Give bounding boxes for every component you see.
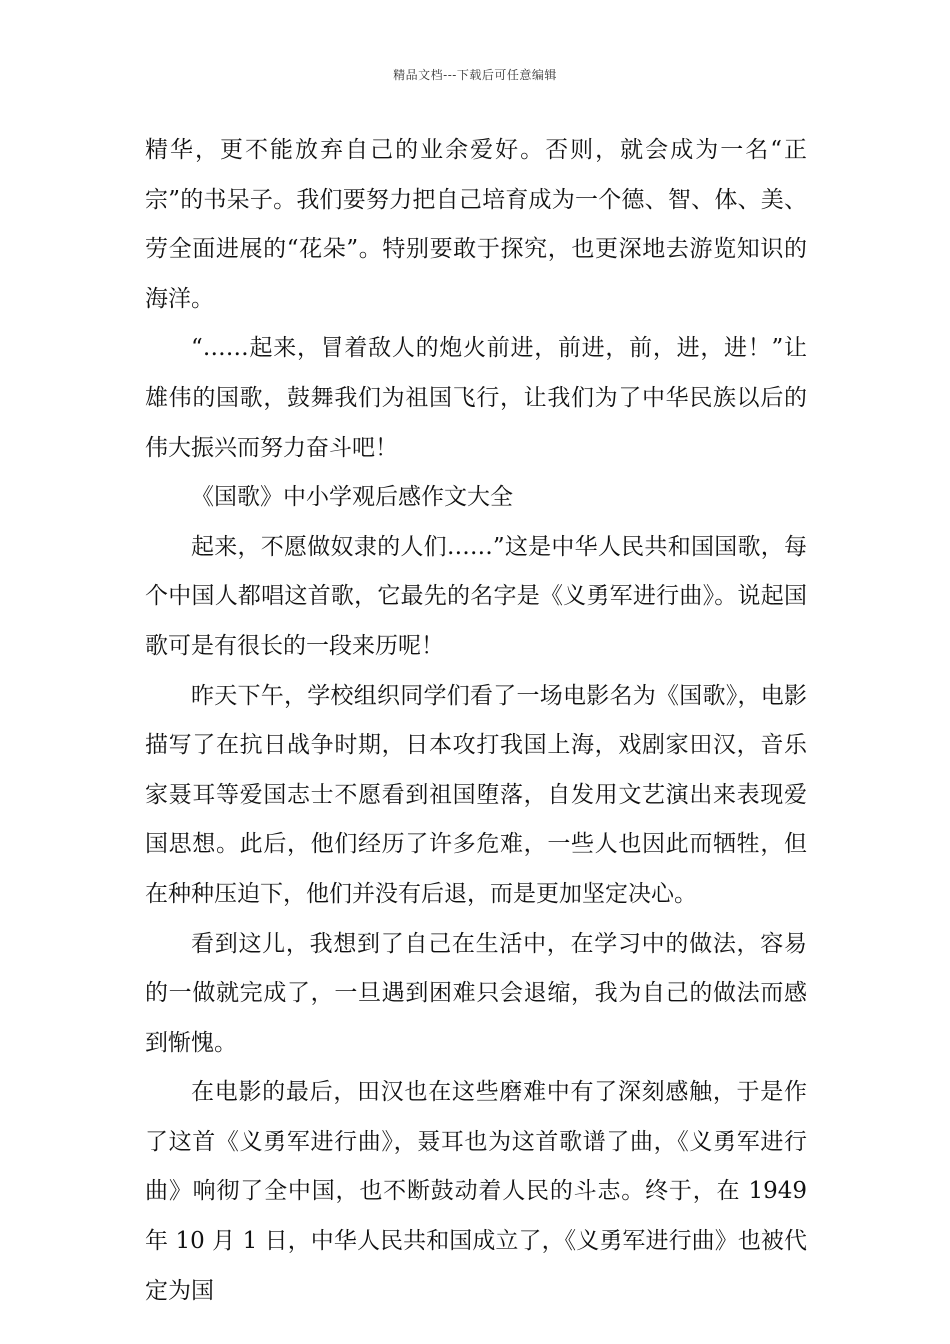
document-body [145,126,807,1316]
paragraph-continuation: 精华，更不能放弃自己的业余爱好。否则，就会成为一名“正宗”的书呆子。我们要努力把自己培育成为一个德、智、体、美、劳全面进展的“花朵”。特别要敢于探究，也更深地去游览知识的海洋。 [145,137,807,312]
paragraph: 昨天下午，学校组织同学们看了一场电影名为《国歌》，电影描写了在抗日战争时期，日本攻打我国上海，戏剧家田汉，音乐家聂耳等爱国志士不愿看到祖国堕落，自发用文艺演出来表现爱国思想。此后，他们经历了许多危难，一些人也因此而牺牲，但在种种压迫下，他们并没有后退，而是更加坚定决心。 [145,682,807,907]
page-header: 精品文档---下载后可任意编辑 [393,68,557,82]
paragraph: 在电影的最后，田汉也在这些磨难中有了深刻感触，于是作了这首《义勇军进行曲》，聂耳也为这首歌谱了曲，《义勇军进行曲》响彻了全中国，也不断鼓动着人民的斗志。终于，在 1949 年 10 月 1 日，中华人民共和国成立了，《义勇军进行曲》也被代定为国 [145,1079,807,1304]
paragraph: “……起来，冒着敌人的炮火前进，前进，前，进，进！”让雄伟的国歌，鼓舞我们为祖国飞行，让我们为了中华民族以后的伟大振兴而努力奋斗吧！ [145,335,807,461]
section-title: 《国歌》中小学观后感作文大全 [191,484,513,511]
paragraph: 看到这儿，我想到了自己在生活中，在学习中的做法，容易的一做就完成了，一旦遇到困难只会退缩，我为自己的做法而感到惭愧。 [145,930,807,1056]
paragraph: 起来，不愿做奴隶的人们……”这是中华人民共和国国歌，每个中国人都唱这首歌，它最先的名字是《义勇军进行曲》。说起国歌可是有很长的一段来历呢！ [145,533,807,659]
